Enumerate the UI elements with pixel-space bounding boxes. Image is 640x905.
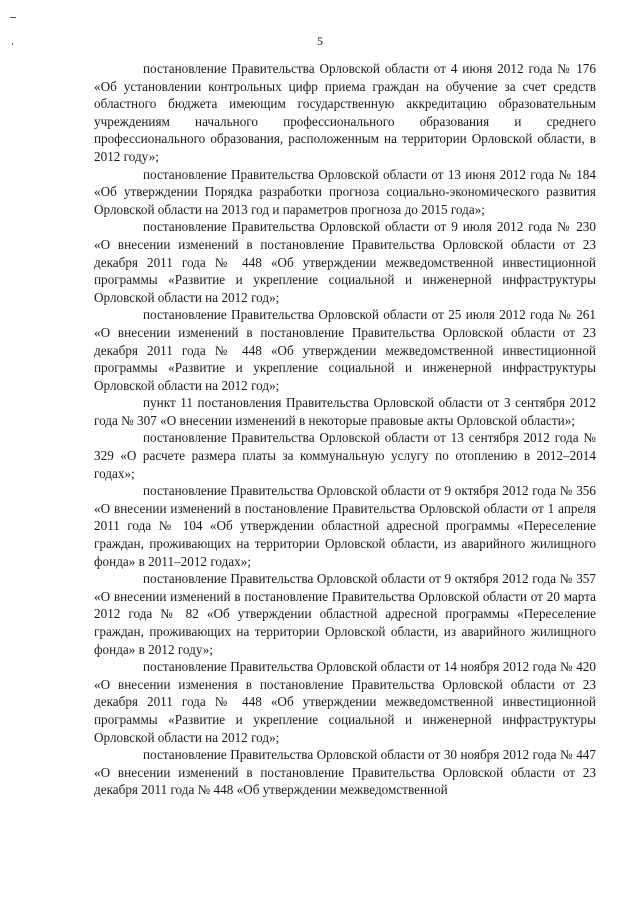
paragraph: пункт 11 постановления Правительства Орловской области от 3 сентября 2012 года № 307 «О внесении изменений в некоторые правовые акты Орловской области»; [94,395,596,428]
paragraph: постановление Правительства Орловской области от 14 ноября 2012 года № 420 «О внесении изменения в постановление Правительства Орловской области от 23 декабря 2011 года № 448 «Об утверждении межведомственной инвестиционной программы «Развитие и укрепление социальной и инженерной инфраструктуры Орловской области на 2012 год»; [94,659,596,745]
document-body [94,60,596,799]
paragraph: постановление Правительства Орловской области от 4 июня 2012 года № 176 «Об установлении контрольных цифр приема граждан на обучение за счет средств областного бюджета имеющим государственную аккредитацию образовательным учреждениям начального профессионального образования и среднего профессионального образования, расположенным на территории Орловской области, в 2012 году»; [94,61,596,164]
paragraph: постановление Правительства Орловской области от 13 сентября 2012 года № 329 «О расчете размера платы за коммунальную услугу по отоплению в 2012–2014 годах»; [94,430,596,481]
scan-artifact [10,17,16,18]
paragraph: постановление Правительства Орловской области от 25 июля 2012 года № 261 «О внесении изменений в постановление Правительства Орловской области от 23 декабря 2011 года № 448 «Об утверждении межведомственной инвестиционной программы «Развитие и укрепление социальной и инженерной инфраструктуры Орловской области на 2012 год»; [94,307,596,393]
paragraph: постановление Правительства Орловской области от 9 октября 2012 года № 356 «О внесении изменений в постановление Правительства Орловской области от 1 апреля 2011 года № 104 «Об утверждении областной адресной программы «Переселение граждан, проживающих на территории Орловской области, из аварийного жилищного фонда» в 2011–2012 годах»; [94,483,596,569]
page-number: 5 [317,34,323,48]
paragraph: постановление Правительства Орловской области от 13 июня 2012 года № 184 «Об утверждении Порядка разработки прогноза социально-экономического развития Орловской области на 2013 год и параметров прогноза до 2015 года»; [94,166,596,217]
paragraph: постановление Правительства Орловской области от 30 ноября 2012 года № 447 «О внесении изменений в постановление Правительства Орловской области от 23 декабря 2011 года № 448 «Об утверждении межведомственной [94,747,596,798]
paragraph: постановление Правительства Орловской области от 9 июля 2012 года № 230 «О внесении изменений в постановление Правительства Орловской области от 23 декабря 2011 года № 448 «Об утверждении межведомственной инвестиционной программы «Развитие и укрепление социальной и инженерной инфраструктуры Орловской области на 2012 год»; [94,219,596,305]
paragraph: постановление Правительства Орловской области от 9 октября 2012 года № 357 «О внесении изменений в постановление Правительства Орловской области от 20 марта 2012 года № 82 «Об утверждении областной адресной программы «Переселение граждан, проживающих на территории Орловской области, из аварийного жилищного фонда» в 2012 году»; [94,571,596,657]
